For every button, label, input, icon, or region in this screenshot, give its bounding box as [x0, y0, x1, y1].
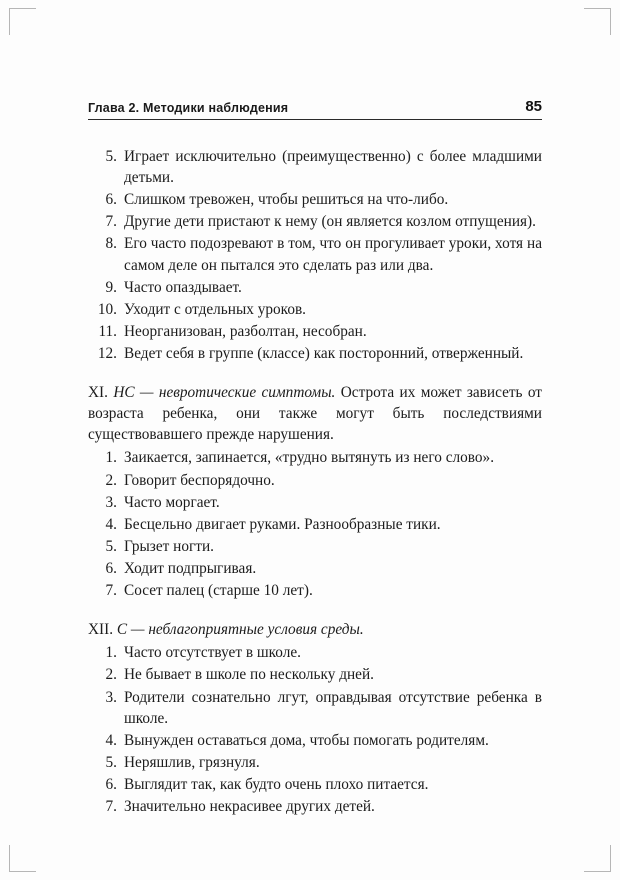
crop-mark-bottom-left: [9, 845, 36, 872]
section-xi-prefix: XI.: [88, 384, 114, 402]
list-item: [88, 492, 542, 513]
list-item-text: Выглядит так, как будто очень плохо питается.: [124, 775, 429, 793]
list-item: [88, 146, 542, 188]
list-item-text: Неорганизован, разболтан, несобран.: [124, 322, 367, 340]
list-item: [88, 514, 542, 535]
crop-mark-top-right: [584, 8, 611, 35]
list-item-text: Сосет палец (старше 10 лет).: [124, 582, 313, 600]
list-item-number: 5.: [105, 753, 117, 771]
list-item-number: 5.: [105, 537, 117, 555]
page-content: [88, 98, 542, 835]
numbered-list-xi: [88, 447, 542, 601]
crop-mark-bottom-right: [584, 845, 611, 872]
section-heading-xii: [88, 619, 542, 640]
list-item-text: Грызет ногти.: [124, 537, 214, 555]
list-item-text: Ходит подпрыгивая.: [124, 559, 257, 577]
list-item-number: 7.: [105, 798, 117, 816]
list-item: [88, 299, 542, 320]
section-xi-description: Острота их может зависеть от возраста ребенка, они также могут быть последствиями существовавшего прежде нарушения.: [88, 384, 542, 444]
list-item: [88, 536, 542, 557]
list-item-number: 2.: [105, 666, 117, 684]
section-xii-prefix: XII.: [88, 621, 117, 639]
list-item-text: Значительно некрасивее других детей.: [124, 798, 375, 816]
list-item-text: Часто опаздывает.: [124, 278, 242, 296]
section-xii-title: С — неблагоприятные условия среды.: [116, 621, 364, 639]
numbered-list-top: [88, 146, 542, 364]
list-item-text: Не бывает в школе по нескольку дней.: [124, 666, 374, 684]
list-item-text: Его часто подозревают в том, что он прогуливает уроки, хотя на самом деле он пытался это сделать раз или два.: [124, 235, 542, 274]
list-item-number: 10.: [97, 300, 117, 318]
list-item-number: 6.: [105, 559, 117, 577]
list-item: [88, 580, 542, 601]
list-item-number: 7.: [105, 582, 117, 600]
list-item-number: 7.: [105, 213, 117, 231]
list-item-number: 2.: [105, 471, 117, 489]
list-item-text: Вынужден оставаться дома, чтобы помогать родителям.: [124, 731, 489, 749]
list-item: [88, 447, 542, 468]
list-item-text: Неряшлив, грязнуля.: [124, 753, 260, 771]
list-item-number: 6.: [105, 775, 117, 793]
list-item: [88, 730, 542, 751]
crop-mark-top-left: [9, 8, 36, 35]
list-item-text: Часто отсутствует в школе.: [124, 644, 301, 662]
page-number: 85: [525, 98, 542, 115]
section-heading-xi: [88, 382, 542, 445]
list-item: [88, 189, 542, 210]
list-item-number: 4.: [105, 731, 117, 749]
list-item: [88, 642, 542, 663]
list-item: [88, 233, 542, 275]
list-item-number: 5.: [105, 148, 117, 165]
list-item: [88, 211, 542, 232]
list-item: [88, 343, 542, 364]
list-item: [88, 470, 542, 491]
section-xi-title: НС — невротические симптомы.: [113, 384, 336, 402]
list-item: [88, 687, 542, 729]
list-item: [88, 558, 542, 579]
list-item-text: Заикается, запинается, «трудно вытянуть из него слово».: [124, 449, 495, 467]
list-item-text: Говорит беспорядочно.: [124, 471, 275, 489]
list-item-number: 12.: [97, 344, 117, 362]
list-item-text: Уходит с отдельных уроков.: [124, 300, 307, 318]
list-item-number: 9.: [105, 278, 117, 296]
list-item: [88, 664, 542, 685]
list-item-number: 4.: [105, 515, 117, 533]
list-item-number: 1.: [105, 449, 117, 467]
running-head: [88, 98, 542, 120]
list-item: [88, 277, 542, 298]
list-item-number: 1.: [105, 644, 117, 662]
list-item-text: Другие дети пристают к нему (он является козлом отпущения).: [124, 213, 536, 231]
list-item-number: 6.: [105, 191, 117, 209]
list-item-text: Бесцельно двигает руками. Разнообразные тики.: [124, 515, 441, 533]
list-item-text: Ведет себя в группе (классе) как посторонний, отверженный.: [124, 344, 524, 362]
list-item-text: Играет исключительно (преимущественно) с более младшими детьми.: [124, 148, 542, 187]
list-item: [88, 321, 542, 342]
list-item: [88, 796, 542, 817]
list-item: [88, 752, 542, 773]
list-item-number: 3.: [105, 493, 117, 511]
list-item-text: Часто моргает.: [124, 493, 220, 511]
list-item-number: 11.: [98, 322, 117, 340]
chapter-title: Глава 2. Методики наблюдения: [88, 101, 289, 115]
numbered-list-xii: [88, 642, 542, 817]
list-item: [88, 774, 542, 795]
list-item-text: Слишком тревожен, чтобы решиться на что-либо.: [124, 191, 449, 209]
list-item-number: 3.: [105, 688, 117, 706]
list-item-text: Родители сознательно лгут, оправдывая отсутствие ребенка в школе.: [124, 688, 542, 727]
list-item-number: 8.: [105, 235, 117, 253]
